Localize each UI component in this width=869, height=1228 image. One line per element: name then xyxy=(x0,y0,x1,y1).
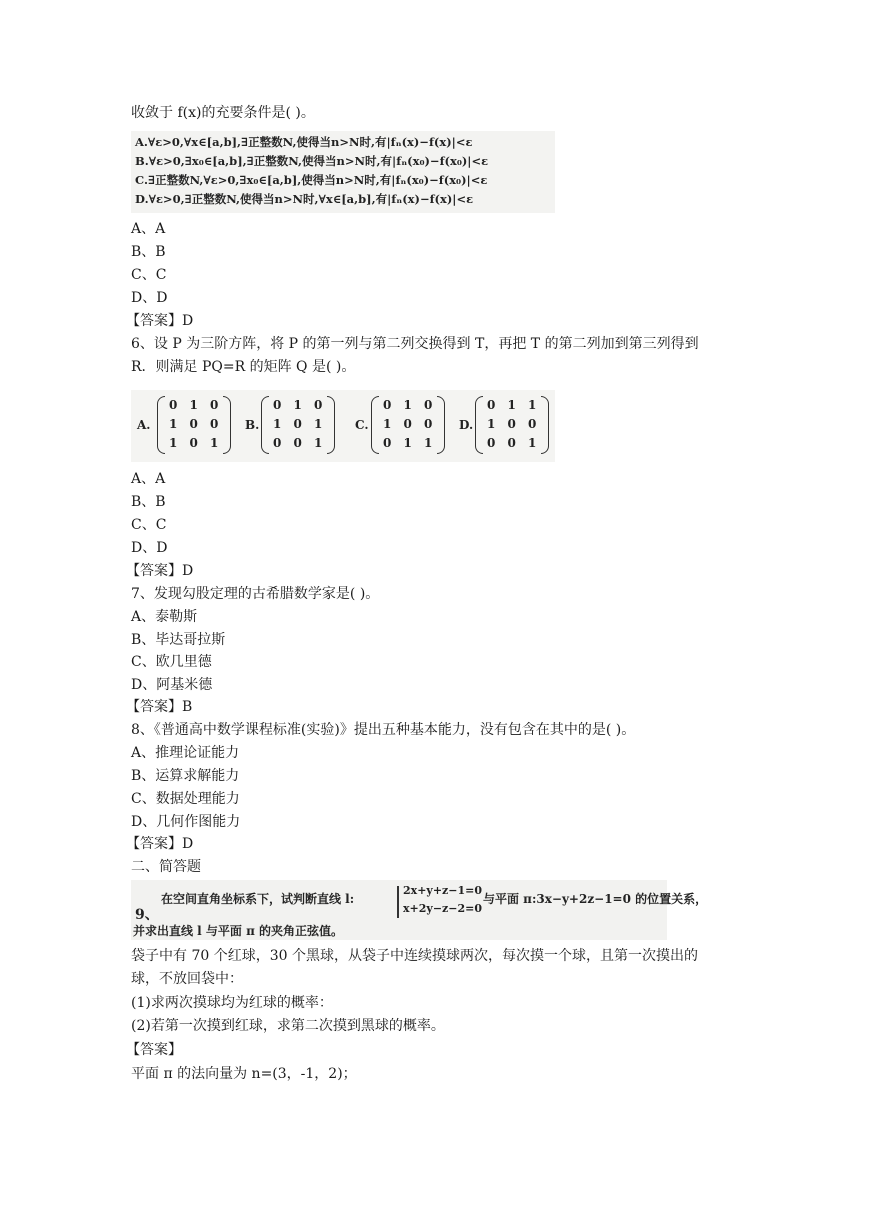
q7-answer: 【答案】B xyxy=(126,699,193,715)
q6-stem-line2: R．则满足 PQ=R 的矩阵 Q 是( )。 xyxy=(131,359,356,375)
q9-equation-1: 2x+y+z−1=0 xyxy=(403,884,483,897)
matrix-d-row: 1 0 0 xyxy=(487,417,541,431)
matrix-d-label: D. xyxy=(459,418,474,432)
q8-option-a: A、推理论证能力 xyxy=(131,745,240,761)
q8-option-c: C、数据处理能力 xyxy=(131,791,240,807)
matrix-b-label: B. xyxy=(245,418,260,432)
matrix-a-row: 1 0 0 xyxy=(169,417,223,431)
q5-option-a: A、A xyxy=(131,221,166,237)
q5-option-c: C、C xyxy=(131,267,167,283)
q7-stem: 7、发现勾股定理的古希腊数学家是( )。 xyxy=(131,586,380,602)
matrix-a-label: A. xyxy=(137,418,151,432)
matrix-c-row: 0 1 1 xyxy=(383,436,437,450)
q5-figure-line-b: B.∀ε>0,∃x₀∈[a,b],∃正整数N,使得当n>N时,有|fₙ(x₀)−f(x₀)|<ε xyxy=(135,154,489,168)
q9-figure-text3: 并求出直线 l 与平面 π 的夹角正弦值。 xyxy=(133,924,344,938)
q8-stem: 8、《普通高中数学课程标准(实验)》提出五种基本能力，没有包含在其中的是( )。 xyxy=(131,722,636,738)
matrix-a xyxy=(137,396,237,454)
q5-figure-line-c: C.∃正整数N,∀ε>0,∃x₀∈[a,b],使得当n>N时,有|fₙ(x₀)−f(x₀)|<ε xyxy=(135,173,488,187)
q6-option-b: B、B xyxy=(131,494,166,510)
q10-line2: 球，不放回袋中： xyxy=(131,971,243,987)
section-title: 二、简答题 xyxy=(131,859,201,875)
q8-option-d: D、几何作图能力 xyxy=(131,814,241,830)
q9-figure-text1: 在空间直角坐标系下，试判断直线 l: xyxy=(161,892,355,906)
q5-figure-line-d: D.∀ε>0,∃正整数N,使得当n>N时,∀x∈[a,b],有|fₙ(x)−f(x)|<ε xyxy=(135,192,474,206)
q6-answer: 【答案】D xyxy=(126,563,194,579)
matrix-c-row: 1 0 0 xyxy=(383,417,437,431)
q7-option-b: B、毕达哥拉斯 xyxy=(131,632,226,648)
q5-options-figure xyxy=(131,131,555,213)
matrix-b-row: 0 1 0 xyxy=(273,398,327,412)
q5-option-d: D、D xyxy=(131,290,168,306)
matrix-c-label: C. xyxy=(355,418,369,432)
matrix-b-row: 0 0 1 xyxy=(273,436,327,450)
q10-answer-line: 平面 π 的法向量为 n=(3，-1，2)； xyxy=(131,1066,357,1082)
q5-option-b: B、B xyxy=(131,244,166,260)
q9-number: 9、 xyxy=(135,907,159,923)
q6-matrices-figure xyxy=(131,390,555,462)
q10-line1: 袋子中有 70 个红球，30 个黑球，从袋子中连续摸球两次，每次摸一个球，且第一次摸出的 xyxy=(131,948,698,964)
q9-figure-text2: 与平面 π:3x−y+2z−1=0 的位置关系， xyxy=(483,892,708,906)
q8-option-b: B、运算求解能力 xyxy=(131,768,240,784)
matrix-c-row: 0 1 0 xyxy=(383,398,437,412)
q6-option-c: C、C xyxy=(131,517,167,533)
q5-stem: 收敛于 f(x)的充要条件是( )。 xyxy=(131,105,315,121)
q10-answer-label: 【答案】 xyxy=(126,1042,182,1058)
matrix-d-row: 0 1 1 xyxy=(487,398,541,412)
q8-answer: 【答案】D xyxy=(126,836,194,852)
q7-option-d: D、阿基米德 xyxy=(131,677,213,693)
matrix-d-row: 0 0 1 xyxy=(487,436,541,450)
matrix-b-row: 1 0 1 xyxy=(273,417,327,431)
q7-option-c: C、欧几里德 xyxy=(131,654,212,670)
q10-line4: (2)若第一次摸到红球，求第二次摸到黑球的概率。 xyxy=(131,1018,445,1034)
matrix-a-row: 0 1 0 xyxy=(169,398,223,412)
matrix-b xyxy=(245,396,345,454)
q7-option-a: A、泰勒斯 xyxy=(131,609,198,625)
q5-answer: 【答案】D xyxy=(126,313,194,329)
q6-option-d: D、D xyxy=(131,540,168,556)
q9-figure xyxy=(131,880,708,940)
matrix-a-row: 1 0 1 xyxy=(169,436,223,450)
q6-option-a: A、A xyxy=(131,471,166,487)
q9-equation-2: x+2y−z−2=0 xyxy=(403,902,483,915)
q6-stem-line1: 6、设 P 为三阶方阵，将 P 的第一列与第二列交换得到 T，再把 T 的第二列加到第三列得到 xyxy=(131,336,699,352)
matrix-c xyxy=(355,396,455,454)
q5-figure-line-a: A.∀ε>0,∀x∈[a,b],∃正整数N,使得当n>N时,有|fₙ(x)−f(x)|<ε xyxy=(135,135,473,149)
q10-line3: (1)求两次摸球均为红球的概率： xyxy=(131,995,333,1011)
matrix-d xyxy=(459,396,555,454)
